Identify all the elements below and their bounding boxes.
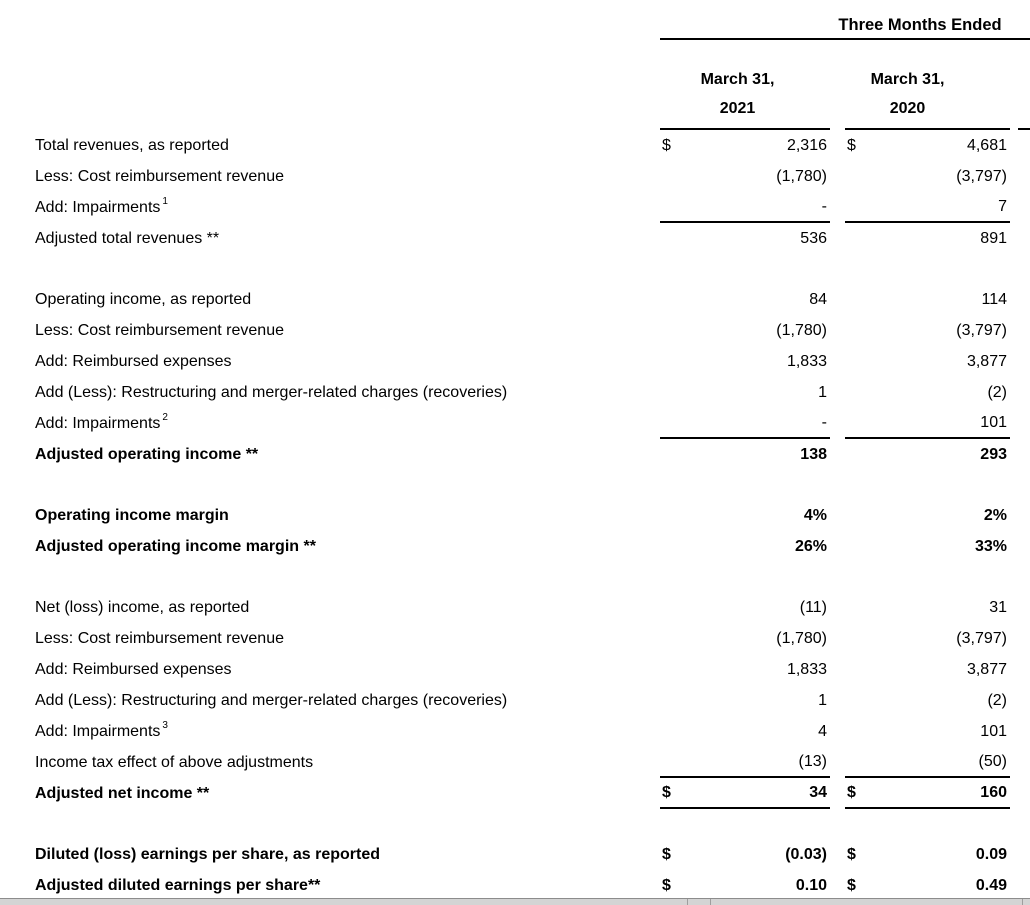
table-row-total bbox=[0, 778, 1030, 809]
value-cell-2020 bbox=[845, 315, 1010, 346]
value-2020: 114 bbox=[981, 290, 1007, 308]
value-2020: 0.49 bbox=[975, 876, 1007, 894]
currency-symbol: $ bbox=[662, 783, 671, 801]
row-label: Operating income margin bbox=[35, 506, 229, 524]
value-2021: 34 bbox=[809, 783, 827, 801]
value-cell-2021 bbox=[660, 623, 830, 654]
value-2021: (11) bbox=[799, 598, 827, 616]
value-cell-2021 bbox=[660, 778, 830, 809]
value-2020: 0.09 bbox=[975, 845, 1007, 863]
footnote-ref: 2 bbox=[162, 412, 168, 423]
table-row bbox=[0, 346, 1030, 377]
currency-symbol: $ bbox=[662, 136, 671, 154]
value-2020: (3,797) bbox=[956, 629, 1007, 647]
currency-symbol: $ bbox=[847, 876, 856, 894]
value-cell-2020 bbox=[845, 623, 1010, 654]
section-spacer bbox=[0, 254, 1030, 284]
label-column-spacer bbox=[0, 40, 660, 130]
label-column-spacer bbox=[0, 0, 660, 40]
value-cell-2020 bbox=[845, 531, 1010, 562]
value-2020: 31 bbox=[989, 598, 1007, 616]
value-cell-2021 bbox=[660, 223, 830, 254]
value-cell-2020 bbox=[845, 685, 1010, 716]
currency-symbol: $ bbox=[847, 783, 856, 801]
currency-symbol: $ bbox=[847, 845, 856, 863]
value-cell-2021 bbox=[660, 161, 830, 192]
row-label: Adjusted total revenues ** bbox=[35, 229, 220, 247]
value-cell-2021 bbox=[660, 377, 830, 408]
value-2021: - bbox=[821, 413, 827, 431]
table-row bbox=[0, 408, 1030, 439]
value-cell-2020 bbox=[845, 747, 1010, 778]
value-cell-2020 bbox=[845, 130, 1010, 161]
column-header-2021 bbox=[660, 40, 830, 130]
value-cell-2021 bbox=[660, 284, 830, 315]
value-cell-2021 bbox=[660, 685, 830, 716]
column-month: March 31, bbox=[870, 71, 945, 88]
table-row-total bbox=[0, 870, 1030, 901]
value-2021: (1,780) bbox=[776, 167, 827, 185]
column-header-2020 bbox=[845, 40, 1010, 130]
value-cell-2020 bbox=[845, 408, 1010, 439]
value-2020: (3,797) bbox=[956, 321, 1007, 339]
row-label: Operating income, as reported bbox=[35, 290, 252, 308]
value-2021: 84 bbox=[809, 290, 827, 308]
row-label: Add: Reimbursed expenses bbox=[35, 352, 232, 370]
table-row-total bbox=[0, 500, 1030, 531]
value-2021: 2,316 bbox=[786, 136, 827, 154]
row-label: Add: Impairments bbox=[35, 722, 161, 740]
table-row bbox=[0, 685, 1030, 716]
value-cell-2021 bbox=[660, 716, 830, 747]
section-spacer bbox=[0, 562, 1030, 592]
row-label: Adjusted net income ** bbox=[35, 784, 210, 802]
value-cell-2020 bbox=[845, 654, 1010, 685]
value-2020: (2) bbox=[987, 691, 1007, 709]
value-2021: (13) bbox=[798, 752, 827, 770]
value-cell-2020 bbox=[845, 223, 1010, 254]
row-label: Net (loss) income, as reported bbox=[35, 598, 250, 616]
value-cell-2020 bbox=[845, 778, 1010, 809]
value-cell-2021 bbox=[660, 747, 830, 778]
value-cell-2020 bbox=[845, 716, 1010, 747]
row-label: Adjusted operating income margin ** bbox=[35, 537, 316, 555]
value-2020: (2) bbox=[987, 383, 1007, 401]
value-2020: (50) bbox=[978, 752, 1007, 770]
value-2021: 0.10 bbox=[795, 876, 827, 894]
value-cell-2021 bbox=[660, 592, 830, 623]
value-cell-2020 bbox=[845, 592, 1010, 623]
scrollbar-divider bbox=[687, 899, 688, 905]
row-label: Less: Cost reimbursement revenue bbox=[35, 629, 284, 647]
value-2021: 1,833 bbox=[786, 660, 827, 678]
table-row bbox=[0, 284, 1030, 315]
value-cell-2021 bbox=[660, 192, 830, 223]
value-2020: (3,797) bbox=[956, 167, 1007, 185]
row-label: Add: Reimbursed expenses bbox=[35, 660, 232, 678]
value-cell-2020 bbox=[845, 439, 1010, 470]
section-spacer bbox=[0, 809, 1030, 839]
value-cell-2020 bbox=[845, 284, 1010, 315]
row-label: Income tax effect of above adjustments bbox=[35, 753, 314, 771]
value-cell-2020 bbox=[845, 161, 1010, 192]
table-row-total bbox=[0, 439, 1030, 470]
table-row bbox=[0, 130, 1030, 161]
value-2021: - bbox=[821, 197, 827, 215]
row-label: Add (Less): Restructuring and merger-related charges (recoveries) bbox=[35, 691, 508, 709]
column-month: March 31, bbox=[700, 71, 775, 88]
value-2020: 101 bbox=[980, 722, 1007, 740]
value-cell-2021 bbox=[660, 870, 830, 901]
row-label: Add (Less): Restructuring and merger-related charges (recoveries) bbox=[35, 383, 508, 401]
table-row bbox=[0, 161, 1030, 192]
value-cell-2020 bbox=[845, 346, 1010, 377]
value-cell-2021 bbox=[660, 654, 830, 685]
value-2020: 3,877 bbox=[966, 352, 1007, 370]
row-label: Total revenues, as reported bbox=[35, 136, 229, 154]
column-header-row bbox=[0, 40, 1030, 130]
value-2020: 33% bbox=[974, 537, 1007, 555]
table-row bbox=[0, 592, 1030, 623]
value-2020: 101 bbox=[980, 413, 1007, 431]
window-bottom-scrollbar[interactable] bbox=[0, 898, 1030, 905]
table-row bbox=[0, 654, 1030, 685]
currency-symbol: $ bbox=[662, 845, 671, 863]
value-2020: 4,681 bbox=[966, 136, 1007, 154]
footnote-ref: 3 bbox=[162, 720, 168, 731]
value-2021: 536 bbox=[800, 229, 827, 247]
table-row bbox=[0, 747, 1030, 778]
value-2021: 4 bbox=[818, 722, 827, 740]
row-label: Adjusted operating income ** bbox=[35, 445, 259, 463]
section-spacer bbox=[0, 470, 1030, 500]
value-cell-2020 bbox=[845, 870, 1010, 901]
scrollbar-divider bbox=[710, 899, 711, 905]
value-2021: 138 bbox=[800, 445, 827, 463]
table-row bbox=[0, 223, 1030, 254]
third-column-edge bbox=[1010, 40, 1030, 130]
value-2021: (1,780) bbox=[776, 321, 827, 339]
row-label: Diluted (loss) earnings per share, as reported bbox=[35, 845, 380, 863]
value-2021: 1 bbox=[818, 691, 827, 709]
period-header-row bbox=[0, 0, 1030, 40]
value-2021: 1,833 bbox=[786, 352, 827, 370]
table-row-total bbox=[0, 531, 1030, 562]
value-2020: 160 bbox=[980, 783, 1007, 801]
row-label: Add: Impairments bbox=[35, 414, 161, 432]
period-header: Three Months Ended bbox=[660, 0, 1030, 40]
value-cell-2021 bbox=[660, 439, 830, 470]
row-label: Adjusted diluted earnings per share** bbox=[35, 876, 321, 894]
value-cell-2021 bbox=[660, 315, 830, 346]
value-cell-2020 bbox=[845, 192, 1010, 223]
value-2021: 1 bbox=[818, 383, 827, 401]
scrollbar-divider bbox=[1022, 899, 1023, 905]
row-label: Add: Impairments bbox=[35, 198, 161, 216]
value-cell-2020 bbox=[845, 839, 1010, 870]
footnote-ref: 1 bbox=[162, 196, 168, 207]
column-year: 2020 bbox=[889, 100, 926, 117]
value-cell-2021 bbox=[660, 531, 830, 562]
table-row bbox=[0, 377, 1030, 408]
value-2021: (0.03) bbox=[785, 845, 827, 863]
value-2020: 293 bbox=[980, 445, 1007, 463]
row-label: Less: Cost reimbursement revenue bbox=[35, 167, 284, 185]
value-2020: 891 bbox=[980, 229, 1007, 247]
currency-symbol: $ bbox=[847, 136, 856, 154]
table-row bbox=[0, 623, 1030, 654]
column-year: 2021 bbox=[719, 100, 756, 117]
table-row bbox=[0, 315, 1030, 346]
value-cell-2020 bbox=[845, 500, 1010, 531]
row-label: Less: Cost reimbursement revenue bbox=[35, 321, 284, 339]
table-row-total bbox=[0, 839, 1030, 870]
value-cell-2020 bbox=[845, 377, 1010, 408]
value-cell-2021 bbox=[660, 408, 830, 439]
value-2021: 4% bbox=[803, 506, 827, 524]
table-row bbox=[0, 716, 1030, 747]
table-row bbox=[0, 192, 1030, 223]
value-2020: 3,877 bbox=[966, 660, 1007, 678]
value-cell-2021 bbox=[660, 130, 830, 161]
value-2021: 26% bbox=[794, 537, 827, 555]
value-cell-2021 bbox=[660, 500, 830, 531]
value-2020: 7 bbox=[998, 197, 1007, 215]
value-2020: 2% bbox=[983, 506, 1007, 524]
value-cell-2021 bbox=[660, 839, 830, 870]
value-2021: (1,780) bbox=[776, 629, 827, 647]
column-gap bbox=[830, 40, 845, 130]
value-cell-2021 bbox=[660, 346, 830, 377]
currency-symbol: $ bbox=[662, 876, 671, 894]
